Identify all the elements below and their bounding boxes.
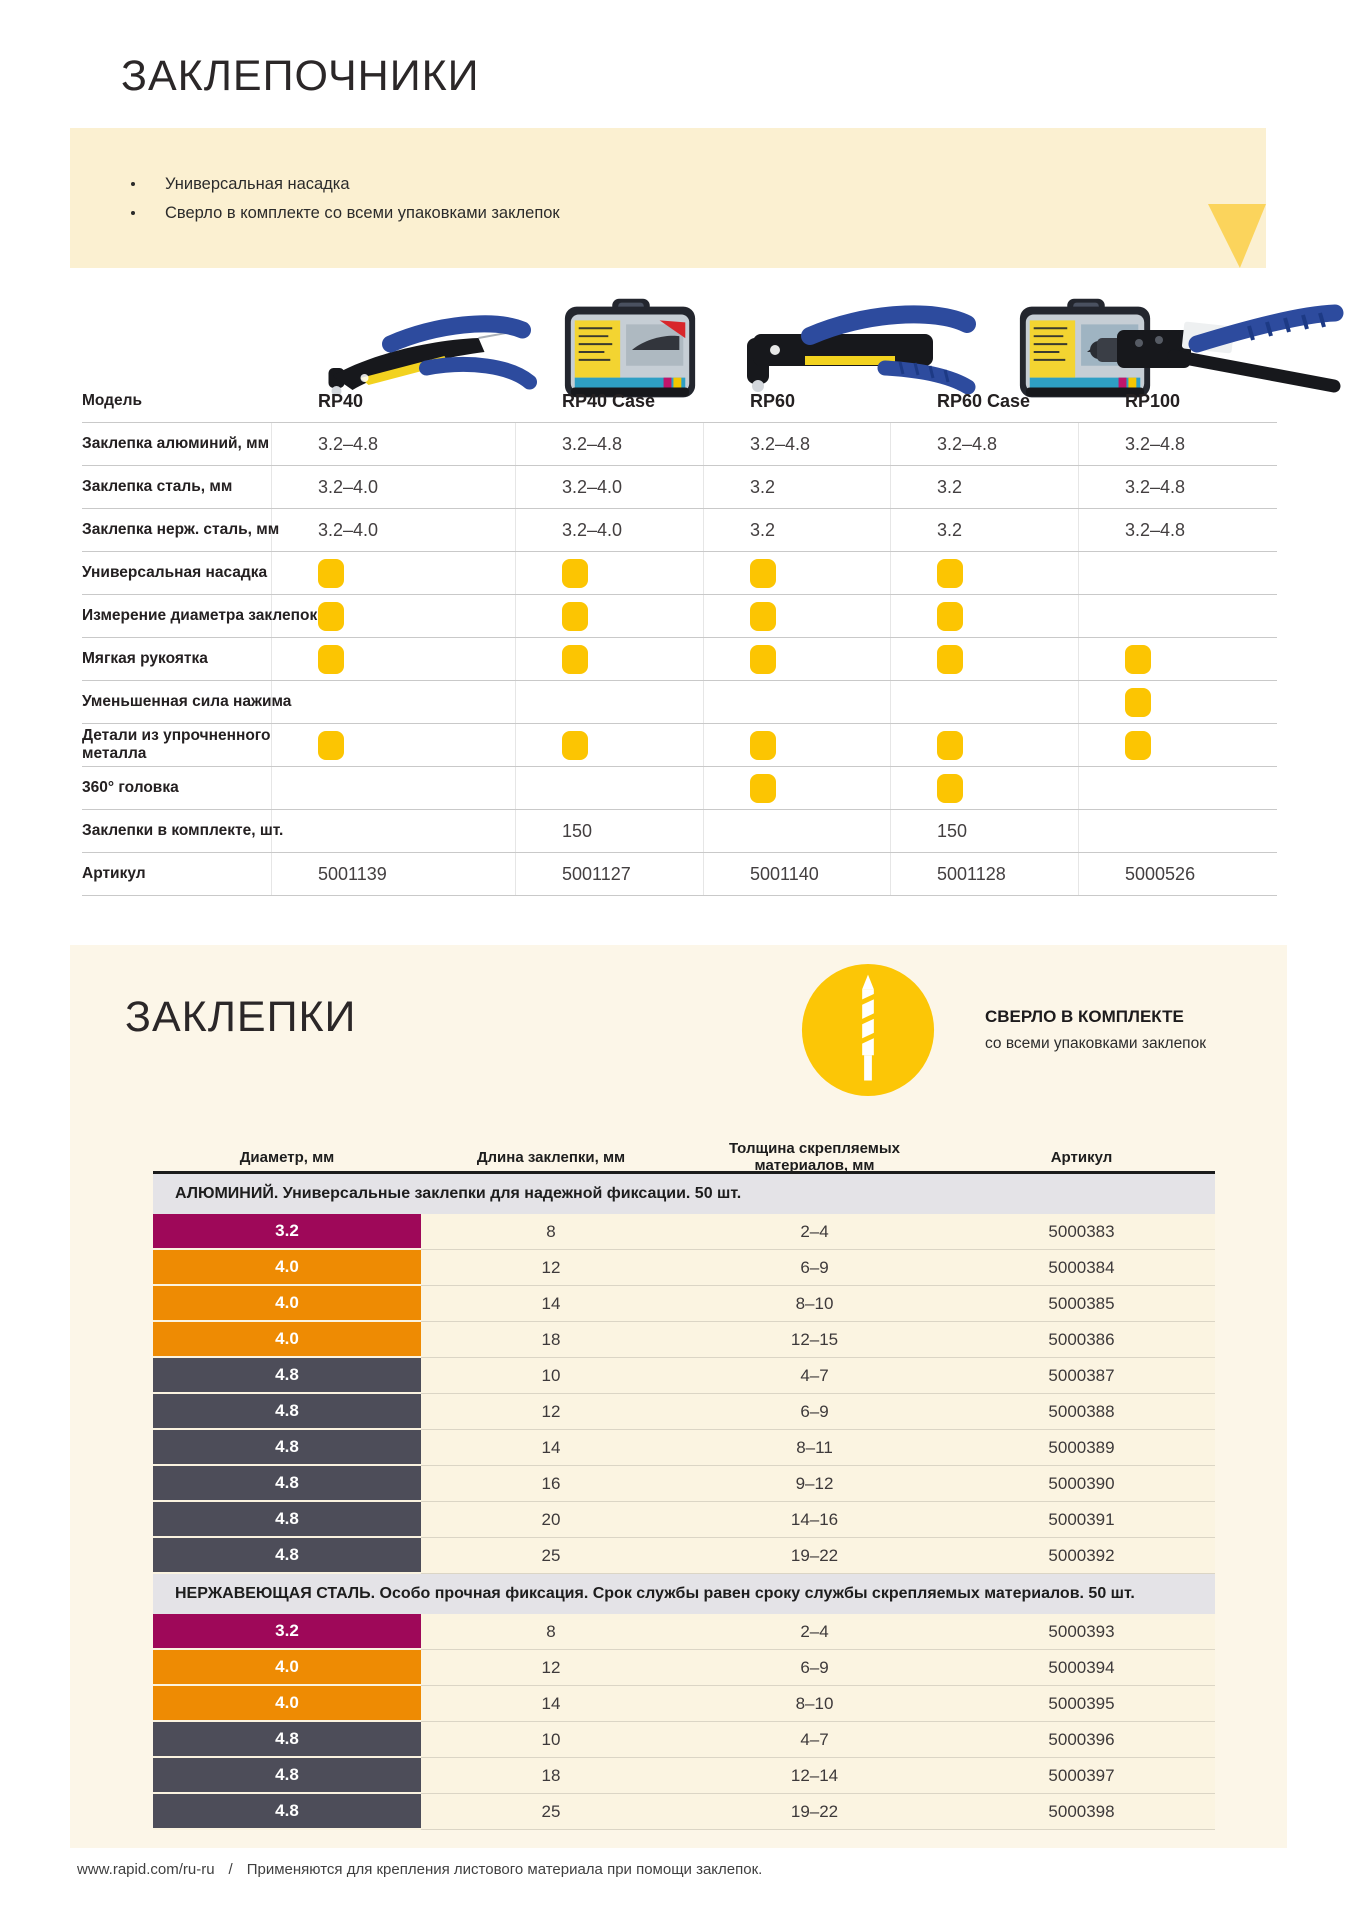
riveter-row (82, 724, 1277, 767)
diameter-cell: 4.8 (153, 1794, 421, 1830)
value-cell: 3.2 (750, 519, 776, 540)
thickness-cell: 19–22 (681, 1794, 948, 1830)
row-label: Заклепки в комплекте, шт. (82, 822, 284, 839)
folded-corner-icon (1208, 204, 1266, 268)
bullet-dot-icon (131, 211, 135, 215)
feature-cell (318, 645, 562, 674)
rivet-row (153, 1430, 1215, 1466)
diameter-cell: 4.0 (153, 1322, 421, 1358)
row-label: Уменьшенная сила нажима (82, 693, 292, 710)
row-label: Артикул (82, 865, 146, 882)
badge-title: СВЕРЛО В КОМПЛЕКТЕ (985, 1007, 1184, 1026)
rivets-section-header: АЛЮМИНИЙ. Универсальные заклепки для надежной фиксации. 50 шт. (153, 1174, 1215, 1214)
sku-cell: 5000390 (948, 1466, 1215, 1502)
feature-cell (937, 602, 1125, 631)
feature-check-icon (1125, 688, 1151, 717)
thickness-cell: 2–4 (681, 1614, 948, 1650)
value-cell: 3.2–4.0 (318, 519, 379, 540)
sku-cell: 5000395 (948, 1686, 1215, 1722)
row-label: Заклепка нерж. сталь, мм (82, 521, 280, 538)
thickness-cell: 4–7 (681, 1722, 948, 1758)
rivet-row (153, 1358, 1215, 1394)
feature-check-icon (937, 645, 963, 674)
sku-cell: 5000398 (948, 1794, 1215, 1830)
diameter-cell: 4.8 (153, 1758, 421, 1794)
diameter-cell: 4.0 (153, 1250, 421, 1286)
feature-check-icon (318, 645, 344, 674)
riveter-row (82, 638, 1277, 681)
rivet-row (153, 1614, 1215, 1650)
diameter-cell: 4.0 (153, 1686, 421, 1722)
sku-cell: 5000385 (948, 1286, 1215, 1322)
badge-subtitle: со всеми упаковками заклепок (985, 1035, 1206, 1052)
feature-check-icon (562, 602, 588, 631)
feature-check-icon (1125, 645, 1151, 674)
rivet-row (153, 1686, 1215, 1722)
value-cell: 3.2–4.8 (750, 433, 811, 454)
value-cell: 3.2–4.0 (318, 476, 379, 497)
length-cell: 14 (421, 1286, 681, 1322)
feature-cell (1125, 731, 1277, 760)
feature-check-icon (937, 774, 963, 803)
diameter-cell: 4.0 (153, 1286, 421, 1322)
feature-cell (937, 559, 1125, 588)
drill-badge (800, 962, 936, 1098)
thickness-cell: 12–14 (681, 1758, 948, 1794)
feature-cell (562, 645, 750, 674)
thickness-cell: 14–16 (681, 1502, 948, 1538)
model-name: RP100 (1125, 390, 1181, 411)
bullet-text: Сверло в комплекте со всеми упаковками заклепок (165, 204, 560, 222)
sku-cell: 5000388 (948, 1394, 1215, 1430)
sku-cell: 5000393 (948, 1614, 1215, 1650)
model-name: RP60 (750, 390, 796, 411)
rivets-table (153, 1140, 1215, 1830)
sku-cell: 5000383 (948, 1214, 1215, 1250)
feature-cell (318, 602, 562, 631)
sku-cell: 5000392 (948, 1538, 1215, 1574)
value-cell: 5001139 (318, 863, 387, 884)
rivets-panel (70, 945, 1287, 1848)
sku-cell: 5000391 (948, 1502, 1215, 1538)
row-label: Заклепка алюминий, мм (82, 435, 270, 452)
riveter-row (82, 509, 1277, 552)
value-cell: 3.2–4.8 (1125, 476, 1186, 497)
model-name: RP40 Case (562, 390, 656, 411)
rivet-row (153, 1538, 1215, 1574)
feature-check-icon (318, 559, 344, 588)
bullet-item (125, 203, 560, 223)
diameter-cell: 4.8 (153, 1358, 421, 1394)
feature-check-icon (318, 602, 344, 631)
rivets-section-header: НЕРЖАВЕЮЩАЯ СТАЛЬ. Особо прочная фиксация. Срок службы равен сроку службы скрепляемых материалов. 50 шт. (153, 1574, 1215, 1614)
feature-cell (318, 731, 562, 760)
feature-check-icon (562, 559, 588, 588)
riveter-row (82, 681, 1277, 724)
length-cell: 18 (421, 1322, 681, 1358)
feature-cell (562, 602, 750, 631)
row-label: Заклепка сталь, мм (82, 478, 233, 495)
feature-check-icon (562, 645, 588, 674)
rivet-row (153, 1214, 1215, 1250)
sku-cell: 5000397 (948, 1758, 1215, 1794)
thickness-cell: 2–4 (681, 1214, 948, 1250)
thickness-cell: 6–9 (681, 1250, 948, 1286)
thickness-cell: 8–11 (681, 1430, 948, 1466)
value-cell: 3.2–4.8 (937, 433, 998, 454)
value-cell: 3.2–4.8 (1125, 519, 1186, 540)
length-cell: 12 (421, 1250, 681, 1286)
value-cell: 3.2–4.0 (562, 519, 623, 540)
rivet-row (153, 1394, 1215, 1430)
rivets-column-header: Диаметр, мм (239, 1148, 335, 1166)
sku-cell: 5000384 (948, 1250, 1215, 1286)
banner-bullet-list (125, 174, 560, 232)
feature-check-icon (750, 774, 776, 803)
thickness-cell: 6–9 (681, 1394, 948, 1430)
feature-check-icon (318, 731, 344, 760)
bullet-item (125, 174, 560, 194)
rivets-title: ЗАКЛЕПКИ (125, 993, 357, 1041)
feature-check-icon (750, 731, 776, 760)
diameter-cell: 4.8 (153, 1394, 421, 1430)
rivet-row (153, 1286, 1215, 1322)
riveter-matrix-body (82, 423, 1277, 896)
rivets-header-row (153, 1140, 1215, 1174)
row-label: Измерение диаметра заклепок (82, 607, 318, 624)
rivet-row (153, 1250, 1215, 1286)
length-cell: 8 (421, 1214, 681, 1250)
rivets-column-header: Длина заклепки, мм (476, 1148, 626, 1166)
length-cell: 10 (421, 1358, 681, 1394)
feature-cell (1125, 688, 1277, 717)
riveter-row (82, 595, 1277, 638)
feature-cell (750, 559, 937, 588)
feature-check-icon (1125, 731, 1151, 760)
diameter-cell: 4.8 (153, 1466, 421, 1502)
rivets-column-header: Толщина скрепляемых материалов, мм (728, 1140, 901, 1174)
riveter-row (82, 466, 1277, 509)
riveter-row (82, 810, 1277, 853)
feature-check-icon (937, 731, 963, 760)
feature-cell (562, 559, 750, 588)
length-cell: 25 (421, 1538, 681, 1574)
feature-cell (750, 645, 937, 674)
rivet-row (153, 1650, 1215, 1686)
length-cell: 18 (421, 1758, 681, 1794)
sku-cell: 5000396 (948, 1722, 1215, 1758)
value-cell: 150 (562, 820, 593, 841)
rivets-column-header: Артикул (1050, 1148, 1113, 1166)
rivets-table-body (153, 1174, 1215, 1830)
thickness-cell: 6–9 (681, 1650, 948, 1686)
length-cell: 12 (421, 1650, 681, 1686)
feature-cell (750, 774, 937, 803)
feature-check-icon (750, 645, 776, 674)
length-cell: 25 (421, 1794, 681, 1830)
footer-url[interactable]: www.rapid.com/ru-ru (77, 1861, 215, 1878)
row-label: Универсальная насадка (82, 564, 268, 581)
length-cell: 14 (421, 1686, 681, 1722)
diameter-cell: 4.8 (153, 1502, 421, 1538)
value-cell: 5001140 (750, 863, 819, 884)
feature-cell (937, 645, 1125, 674)
length-cell: 20 (421, 1502, 681, 1538)
value-cell: 3.2–4.8 (318, 433, 379, 454)
bullet-text: Универсальная насадка (165, 175, 350, 193)
thickness-cell: 8–10 (681, 1286, 948, 1322)
thickness-cell: 8–10 (681, 1686, 948, 1722)
rivet-row (153, 1322, 1215, 1358)
diameter-cell: 4.0 (153, 1650, 421, 1686)
feature-check-icon (750, 602, 776, 631)
footer-note: Применяются для крепления листового материала при помощи заклепок. (246, 1861, 763, 1878)
sku-cell: 5000389 (948, 1430, 1215, 1466)
diameter-cell: 4.8 (153, 1538, 421, 1574)
feature-cell (1125, 645, 1277, 674)
feature-check-icon (562, 731, 588, 760)
row-label: Модель (82, 392, 143, 409)
value-cell: 3.2–4.0 (562, 476, 623, 497)
length-cell: 8 (421, 1614, 681, 1650)
page-title: ЗАКЛЕПОЧНИКИ (121, 52, 480, 100)
row-label: 360° головка (82, 779, 179, 796)
thickness-cell: 4–7 (681, 1358, 948, 1394)
length-cell: 14 (421, 1430, 681, 1466)
riveter-row (82, 767, 1277, 810)
model-name: RP60 Case (937, 390, 1031, 411)
feature-cell (750, 731, 937, 760)
rivet-row (153, 1502, 1215, 1538)
sku-cell: 5000394 (948, 1650, 1215, 1686)
diameter-cell: 3.2 (153, 1614, 421, 1650)
model-name: RP40 (318, 390, 364, 411)
sku-cell: 5000387 (948, 1358, 1215, 1394)
bullet-dot-icon (131, 182, 135, 186)
feature-cell (318, 559, 562, 588)
footer-separator: / (228, 1861, 233, 1878)
value-cell: 3.2 (937, 476, 963, 497)
diameter-cell: 3.2 (153, 1214, 421, 1250)
rivet-row (153, 1794, 1215, 1830)
drill-bit-icon (800, 962, 936, 1098)
riveter-row (82, 552, 1277, 595)
feature-cell (937, 731, 1125, 760)
riveter-row (82, 423, 1277, 466)
value-cell: 5000526 (1125, 863, 1196, 884)
feature-cell (562, 731, 750, 760)
footer (77, 1861, 762, 1878)
value-cell: 5001127 (562, 863, 631, 884)
thickness-cell: 9–12 (681, 1466, 948, 1502)
rivet-row (153, 1722, 1215, 1758)
rivet-row (153, 1758, 1215, 1794)
value-cell: 3.2–4.8 (562, 433, 623, 454)
riveter-row (82, 853, 1277, 896)
value-cell: 3.2 (750, 476, 776, 497)
model-header-row (82, 380, 1277, 423)
feature-cell (750, 602, 937, 631)
length-cell: 16 (421, 1466, 681, 1502)
diameter-cell: 4.8 (153, 1430, 421, 1466)
riveter-table (82, 380, 1277, 896)
feature-cell (937, 774, 1125, 803)
feature-check-icon (937, 559, 963, 588)
row-label: Детали из упрочненного металла (82, 727, 271, 762)
thickness-cell: 19–22 (681, 1538, 948, 1574)
feature-check-icon (937, 602, 963, 631)
value-cell: 3.2 (937, 519, 963, 540)
intro-banner (70, 128, 1266, 268)
value-cell: 150 (937, 820, 968, 841)
length-cell: 12 (421, 1394, 681, 1430)
feature-check-icon (750, 559, 776, 588)
diameter-cell: 4.8 (153, 1722, 421, 1758)
rivet-row (153, 1466, 1215, 1502)
length-cell: 10 (421, 1722, 681, 1758)
row-label: Мягкая рукоятка (82, 650, 208, 667)
value-cell: 3.2–4.8 (1125, 433, 1186, 454)
value-cell: 5001128 (937, 863, 1006, 884)
sku-cell: 5000386 (948, 1322, 1215, 1358)
thickness-cell: 12–15 (681, 1322, 948, 1358)
